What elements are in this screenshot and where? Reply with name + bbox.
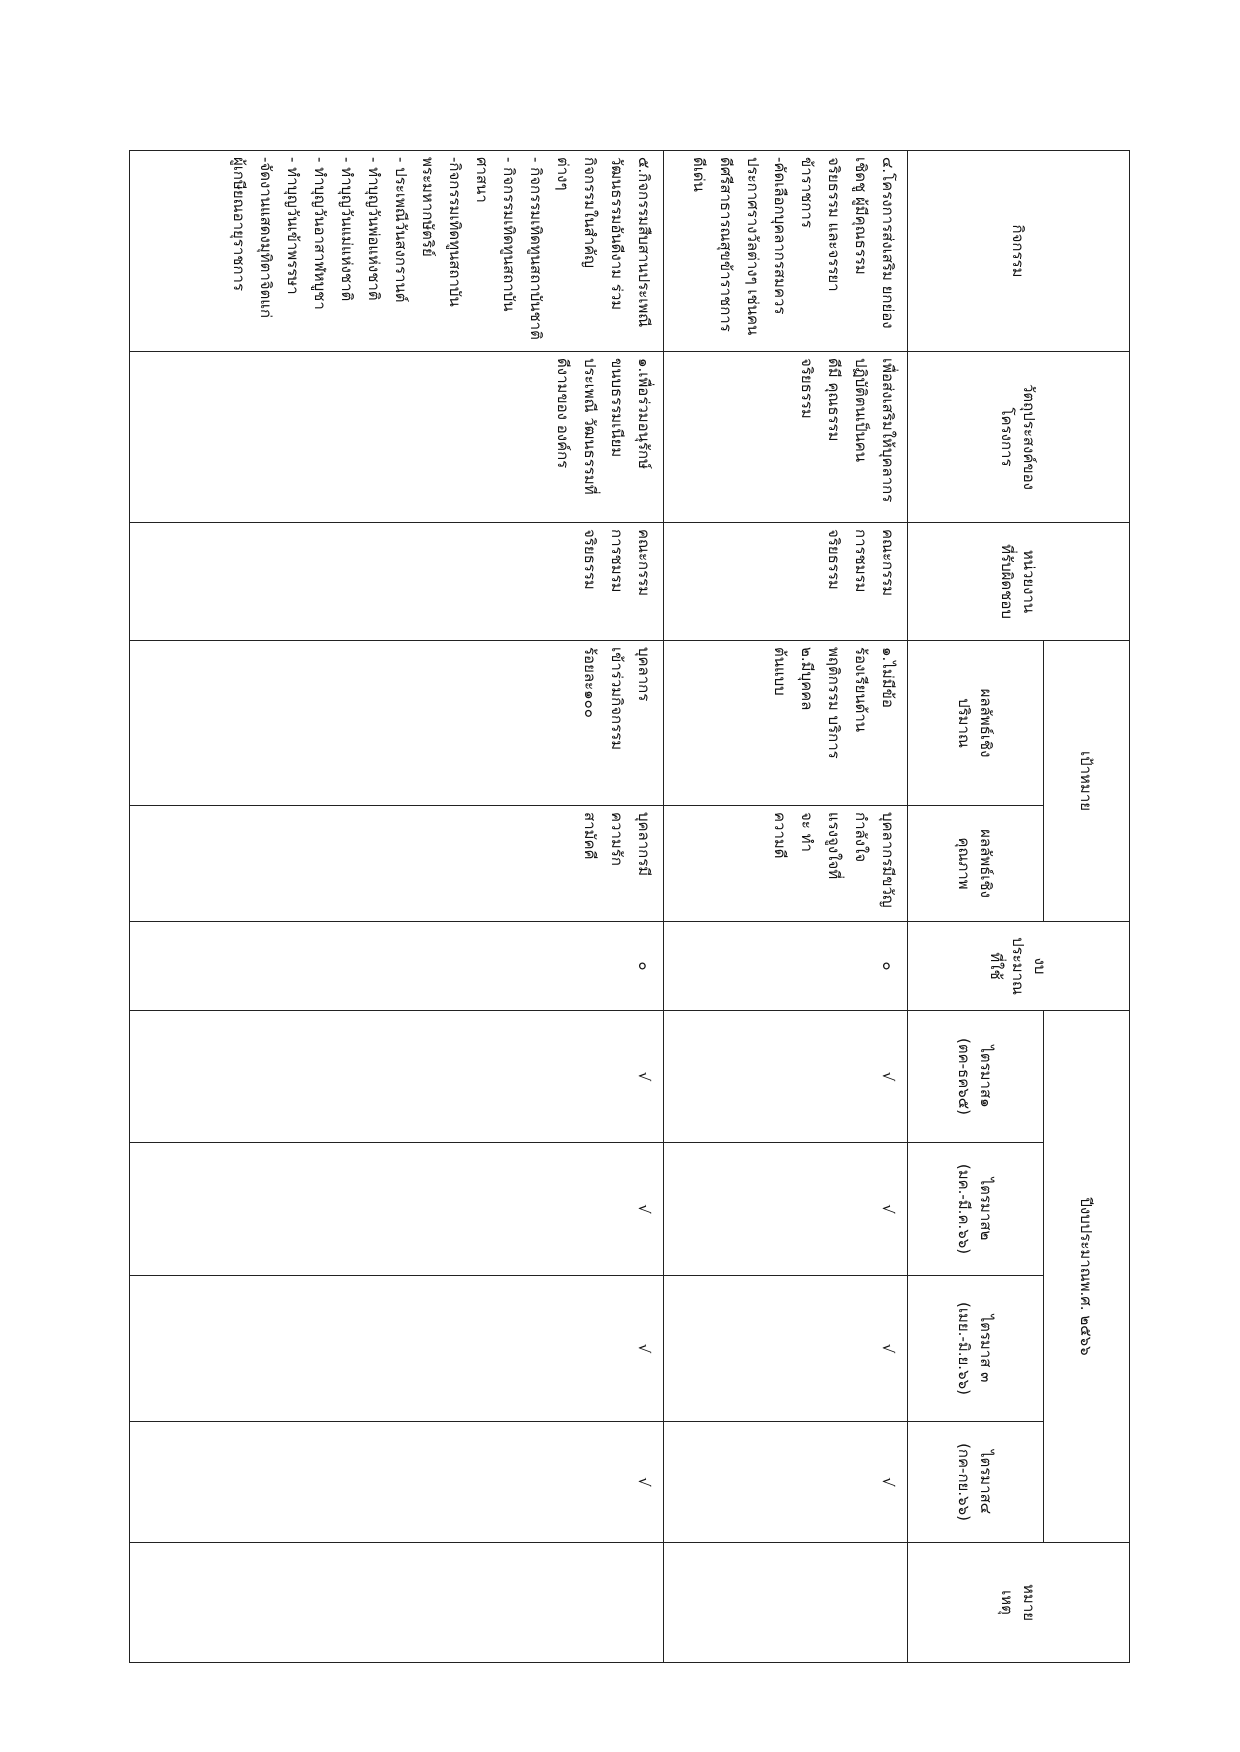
header-activity: กิจกรรม (908, 151, 1130, 352)
remark-cell (130, 1543, 664, 1663)
responsible-unit-cell: คณะกรรม การชมรม จริยธรรม (664, 523, 908, 641)
output-cell: ๑.ไม่มีข้อ ร้องเรียนด้าน พฤติกรรม บริการ ๒.มีบุคคล ต้นแบบ (664, 641, 908, 806)
header-output: ผลลัพธ์เชิง ปริมาณ (908, 641, 1044, 806)
objective-cell: เพื่อส่งเสริมให้บุคลากร ปฏิบัติตนเป็นคน ดีมี คุณธรรม จริยธรรม (664, 352, 908, 523)
header-budget: งบ ประมาณ ที่ใช้ (908, 922, 1130, 1011)
table-row (664, 151, 908, 1663)
header-target: เป้าหมาย (1044, 641, 1130, 922)
header-outcome: ผลลัพธ์เชิง คุณภาพ (908, 806, 1044, 922)
activity-cell: ๔.โครงการส่งเสริม ยกย่อง เชิดชู ผู้มีคุณธรรม จริยธรรม และจรรยา ข้าราชการ -คัดเลือกบุคลากรสมควร ประกาศรางวัลต่างๆ เช่นคน ดีศรีสาธารณสุขข้าราชการ ดีเด่น (664, 151, 908, 352)
header-fiscal-year: ปีงบประมาณพ.ศ. ๒๕๖๖ (1044, 1011, 1130, 1543)
output-cell: บุคลากร เข้าร่วมกิจกรรม ร้อยละ๑๐๐ (130, 641, 664, 806)
header-quarter-2: ไตรมาส๒ (มค.-มี.ค.๖๖) (908, 1143, 1044, 1276)
table-row (130, 151, 664, 1663)
quarter-3-check: √ (130, 1276, 664, 1422)
header-row-1 (1044, 151, 1130, 1663)
quarter-2-check: √ (130, 1143, 664, 1276)
responsible-unit-cell: คณะกรรม การชมรม จริยธรรม (130, 523, 664, 641)
quarter-1-check: √ (130, 1011, 664, 1143)
header-objective: วัตถุประสงค์ของ โครงการ (908, 352, 1130, 523)
header-remark: หมาย เหตุ (908, 1543, 1130, 1663)
header-quarter-4: ไตรมาส๔ (กค-กย.๖๖) (908, 1422, 1044, 1543)
quarter-4-check: √ (130, 1422, 664, 1543)
quarter-3-check: √ (664, 1276, 908, 1422)
header-quarter-1: ไตรมาส๑ (ตค-ธค๖๕) (908, 1011, 1044, 1143)
quarter-1-check: √ (664, 1011, 908, 1143)
outcome-cell: บุคลากรมีขวัญ กำลังใจ แรงจูงใจที่ จะ ทำ ความดี (664, 806, 908, 922)
budget-cell: ๐ (130, 922, 664, 1011)
header-responsible-unit: หน่วยงาน ที่รับผิดชอบ (908, 523, 1130, 641)
objective-cell: ๑.เพื่อร่วมอนุรักษ์ ขนบธรรมเนียม ประเพณี วัฒนธรรมที่ ดีงามของ องค์กร (130, 352, 664, 523)
budget-cell: ๐ (664, 922, 908, 1011)
quarter-4-check: √ (664, 1422, 908, 1543)
activity-plan-table (129, 150, 1130, 1663)
header-quarter-3: ไตรมาส ๓ (เมย.-มิ.ย.๖๖) (908, 1276, 1044, 1422)
outcome-cell: บุคลากรมี ความรัก สามัคคี (130, 806, 664, 922)
rotated-page (130, 150, 1130, 1662)
quarter-2-check: √ (664, 1143, 908, 1276)
remark-cell (664, 1543, 908, 1663)
activity-cell: ๕.กิจกรรมสืบสานประเพณี วัฒนธรรมอันดีงาม ร่วม กิจกรรมในสำคัญ ต่างๆ - กิจกรรมเทิดทูนสถาบันชาติ - กิจกรรมเทิดทูนสถาบัน ศาสนา -กิจกรรมเทิดทูนสถาบัน พระมหากษัตริย์ - ประเพณีวันสงกรานต์ - ทำบุญวันพ่อแห่งชาติ - ทำบุญวันแม่แห่งชาติ - ทำบุญวันอาสาฬหบูชา - ทำบุญวันเข้าพรรษา -จัดงานแสดงมุทิตาจิตแก่ ผู้เกษียณอายุราชการ (130, 151, 664, 352)
